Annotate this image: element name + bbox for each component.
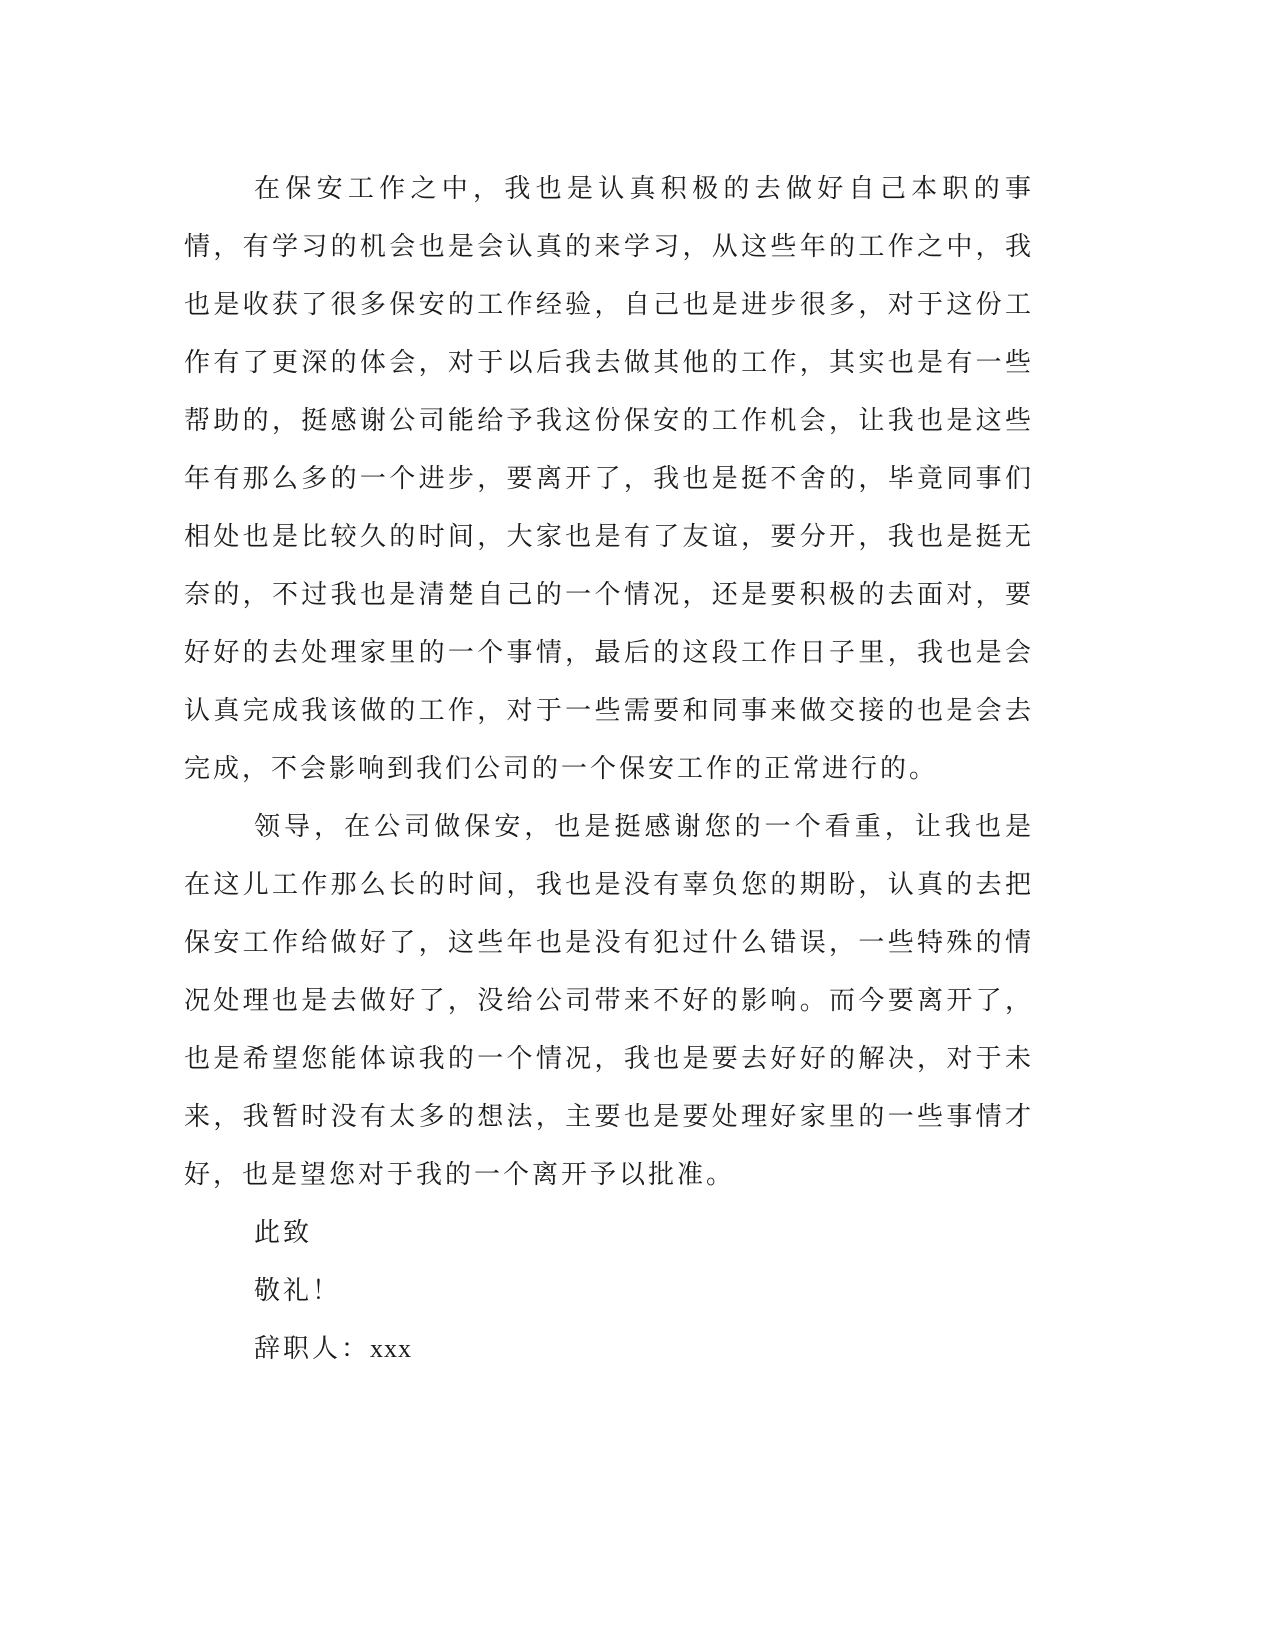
paragraph-2: 领导，在公司做保安，也是挺感谢您的一个看重，让我也是在这儿工作那么长的时间，我也是没有辜负您的期盼，认真的去把保安工作给做好了，这些年也是没有犯过什么错误，一些特殊的情况处理也是去做好了，没给公司带来不好的影响。而今要离开了，也是希望您能体谅我的一个情况，我也是要去好好的解决，对于未来，我暂时没有太多的想法，主要也是要处理好家里的一些事情才好，也是望您对于我的一个离开予以批准。 (184, 812, 1034, 1190)
signature-label: 辞职人： (254, 1334, 371, 1364)
closing-regards: 敬礼！ (254, 1276, 342, 1306)
signature-line (184, 1320, 1034, 1378)
signature-name: xxx (370, 1334, 413, 1363)
closing-salutation: 此致 (254, 1218, 313, 1248)
letter-body (184, 160, 1034, 1378)
paragraph-1: 在保安工作之中，我也是认真积极的去做好自己本职的事情，有学习的机会也是会认真的来学习，从这些年的工作之中，我也是收获了很多保安的工作经验，自己也是进步很多，对于这份工作有了更深的体会，对于以后我去做其他的工作，其实也是有一些帮助的，挺感谢公司能给予我这份保安的工作机会，让我也是这些年有那么多的一个进步，要离开了，我也是挺不舍的，毕竟同事们相处也是比较久的时间，大家也是有了友谊，要分开，我也是挺无奈的，不过我也是清楚自己的一个情况，还是要积极的去面对，要好好的去处理家里的一个事情，最后的这段工作日子里，我也是会认真完成我该做的工作，对于一些需要和同事来做交接的也是会去完成，不会影响到我们公司的一个保安工作的正常进行的。 (184, 174, 1034, 784)
